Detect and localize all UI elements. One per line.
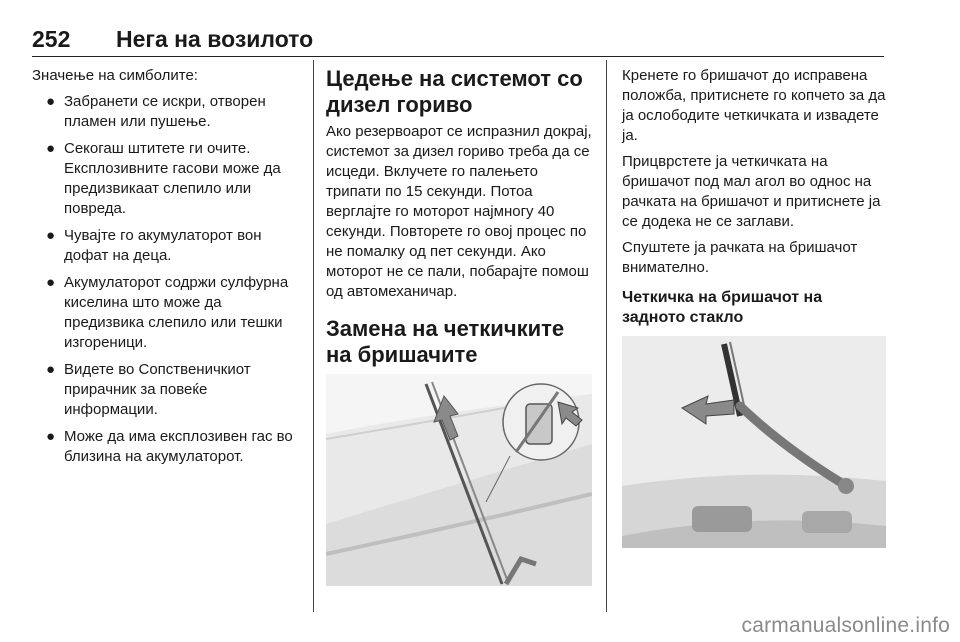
list-item [32, 360, 300, 420]
bullet-icon: ● [46, 93, 56, 110]
page-header [32, 26, 884, 54]
column-3 [622, 66, 886, 548]
bullet-icon: ● [46, 428, 56, 445]
column-2 [326, 66, 592, 586]
header-rule [32, 56, 884, 57]
list-item-text: Акумулаторот содржи сулфурна киселина што може да предизвика слепило или тешки изгореници. [64, 274, 289, 351]
rear-wiper-illustration [622, 336, 886, 548]
list-item-text: Секогаш штитете ги очите. Експлозивните гасови може да предизвикаат слепило или повреда. [64, 140, 281, 217]
symbol-list [32, 92, 300, 467]
list-item [32, 139, 300, 219]
chapter-title: Нега на возилото [116, 26, 314, 52]
bullet-icon: ● [46, 361, 56, 378]
list-item-text: Чувајте го акумулаторот вон дофат на деца. [64, 227, 262, 264]
bullet-icon: ● [46, 274, 56, 291]
rear-wiper-heading: Четкичка на бришачот на задното стакло [622, 289, 823, 326]
attach-blade-paragraph: Прицврстете ја четкичката на бришачот под мал агол во однос на рачката на бришачот и притиснете ја се додека не се заглави. [622, 153, 881, 230]
column-1 [32, 66, 300, 474]
list-item-text: Видете во Сопственичкиот прирачник за повеќе информации. [64, 361, 251, 418]
list-item [32, 273, 300, 353]
section-heading-wiper: Замена на четкичките на бришачите [326, 316, 565, 367]
bullet-icon: ● [46, 227, 56, 244]
list-item-text: Може да има експлозивен гас во близина на акумулаторот. [64, 428, 293, 465]
watermark: carmanualsonline.info [741, 614, 950, 637]
column-divider [313, 60, 314, 612]
section-heading-diesel: Цедење на системот со дизел гориво [326, 66, 583, 117]
diesel-paragraph: Ако резервоарот се испразнил докрај, системот за дизел гориво треба да се исцеди. Вклучете го палењето трипати по 15 секунди. Потоа верглајте го моторот најмногу 40 секунди. Повторете го овој процес по не помалку од пет секунди. Ако моторот не се пали, побарајте помош од автомеханичар. [326, 123, 592, 300]
list-item [32, 92, 300, 132]
windshield-wiper-illustration [326, 374, 592, 586]
symbols-intro: Значење на симболите: [32, 67, 198, 84]
bullet-icon: ● [46, 140, 56, 157]
column-divider [606, 60, 607, 612]
remove-blade-paragraph: Кренете го бришачот до исправена положба, притиснете го копчето за да ја ослободите четкичката и извадете ја. [622, 67, 886, 144]
lower-arm-paragraph: Спуштете ја рачката на бришачот внимателно. [622, 239, 858, 276]
list-item-text: Забранети се искри, отворен пламен или пушење. [64, 93, 266, 130]
list-item [32, 226, 300, 266]
page-number: 252 [32, 26, 71, 52]
list-item [32, 427, 300, 467]
